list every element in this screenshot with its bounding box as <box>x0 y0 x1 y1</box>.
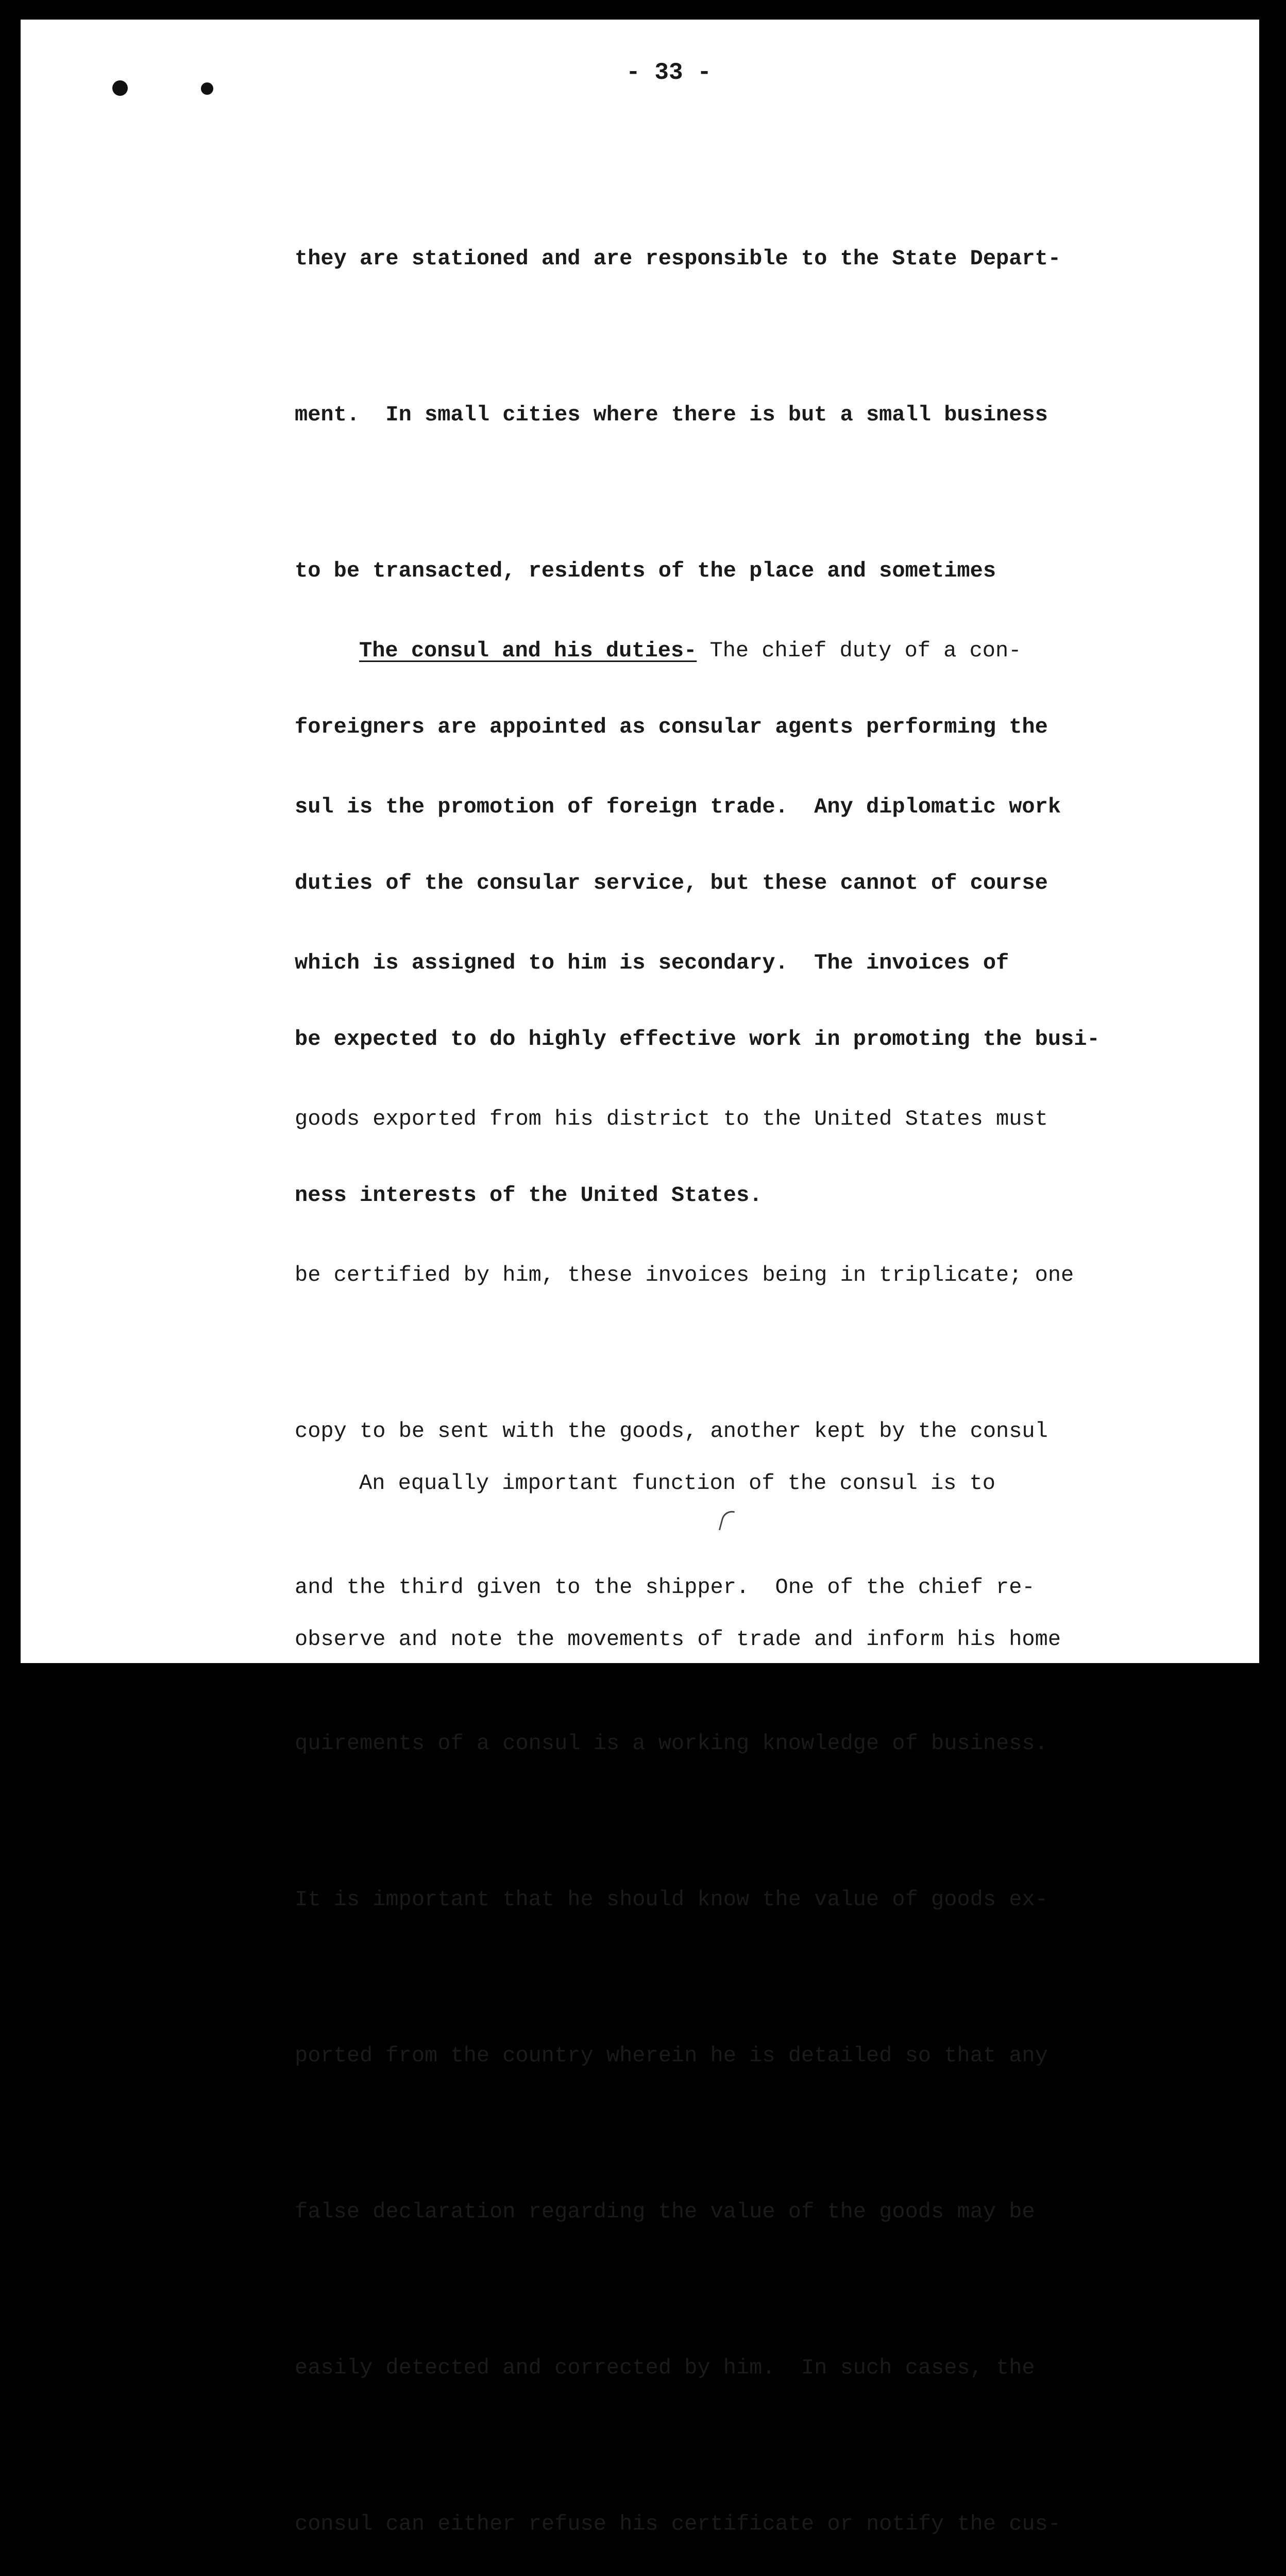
text-line: observe and note the movements of trade and inform his home <box>295 1627 1061 1652</box>
section-heading: The consul and his duties- <box>359 638 697 663</box>
page-number: - 33 - <box>626 59 712 86</box>
text-line: they are stationed and are responsible to the State Depart- <box>295 246 1061 271</box>
text-line: sul is the promotion of foreign trade. Any diplomatic work <box>295 794 1061 819</box>
text-line: It is important that he should know the value of goods ex- <box>295 1887 1048 1912</box>
text-line: foreigners are appointed as consular agents performing the <box>295 715 1048 739</box>
text-line: be expected to do highly effective work in promoting the busi- <box>295 1027 1100 1052</box>
section-first-line <box>295 625 1074 677</box>
text-line: and the third given to the shipper. One of the chief re- <box>295 1575 1035 1600</box>
paragraph-function <box>295 1353 1061 1718</box>
text-line: to be transacted, residents of the place and sometimes <box>295 558 996 583</box>
text-line: ness interests of the United States. <box>295 1183 763 1208</box>
text-line: The chief duty of a con- <box>697 638 1022 663</box>
text-line: quirements of a consul is a working knowledge of business. <box>295 1731 1048 1756</box>
text-line: be certified by him, these invoices being in triplicate; one <box>295 1263 1074 1287</box>
text-line: goods exported from his district to the United States must <box>295 1107 1048 1131</box>
text-line: An equally important function of the consul is to <box>359 1471 996 1496</box>
text-line: ported from the country wherein he is detailed so that any <box>295 2043 1048 2068</box>
text-line: consul can either refuse his certificate or notify the cus- <box>295 2512 1061 2536</box>
text-line: which is assigned to him is secondary. The invoices of <box>295 951 1009 975</box>
text-line: false declaration regarding the value of the goods may be <box>295 2199 1035 2224</box>
text-line: ment. In small cities where there is but a small business <box>295 402 1048 427</box>
text-line: copy to be sent with the goods, another kept by the consul <box>295 1419 1048 1444</box>
text-line: duties of the consular service, but these cannot of course <box>295 871 1048 895</box>
text-line: easily detected and corrected by him. In such cases, the <box>295 2355 1035 2380</box>
